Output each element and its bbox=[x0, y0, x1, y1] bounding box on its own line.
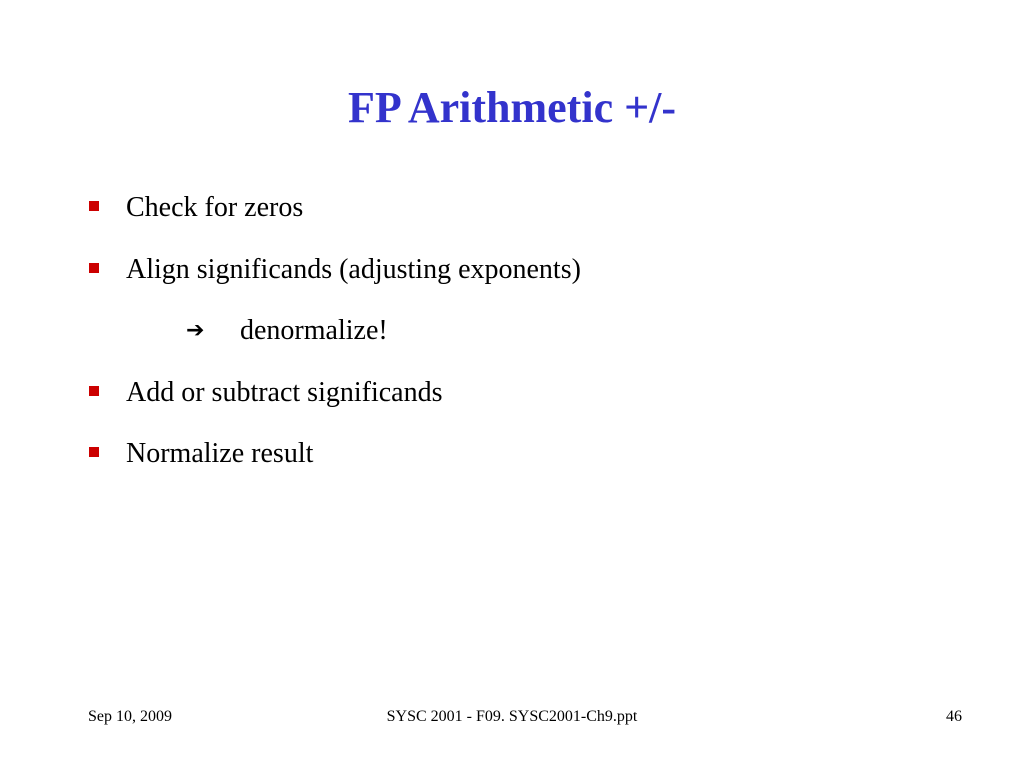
bullet-text: Add or subtract significands bbox=[126, 376, 443, 408]
square-bullet-icon bbox=[89, 447, 99, 457]
right-arrow-icon: ➔ bbox=[186, 318, 205, 343]
bullet-item bbox=[88, 248, 968, 310]
bullet-list bbox=[88, 186, 968, 494]
bullet-item bbox=[88, 371, 968, 433]
square-bullet-icon bbox=[89, 386, 99, 396]
bullet-item bbox=[88, 432, 968, 494]
square-bullet-icon bbox=[89, 201, 99, 211]
bullet-text: Align significands (adjusting exponents) bbox=[126, 253, 581, 285]
slide-title: FP Arithmetic +/- bbox=[347, 83, 677, 132]
bullet-item bbox=[88, 186, 968, 248]
sub-item-text: denormalize! bbox=[240, 315, 388, 346]
bullet-text: Check for zeros bbox=[126, 192, 304, 223]
footer-course-file: SYSC 2001 - F09. SYSC2001-Ch9.ppt bbox=[386, 708, 638, 725]
footer-page-number: 46 bbox=[946, 708, 962, 725]
square-bullet-icon bbox=[89, 263, 99, 273]
footer-date: Sep 10, 2009 bbox=[88, 708, 172, 725]
sub-item bbox=[88, 309, 968, 371]
bullet-text: Normalize result bbox=[126, 438, 314, 469]
